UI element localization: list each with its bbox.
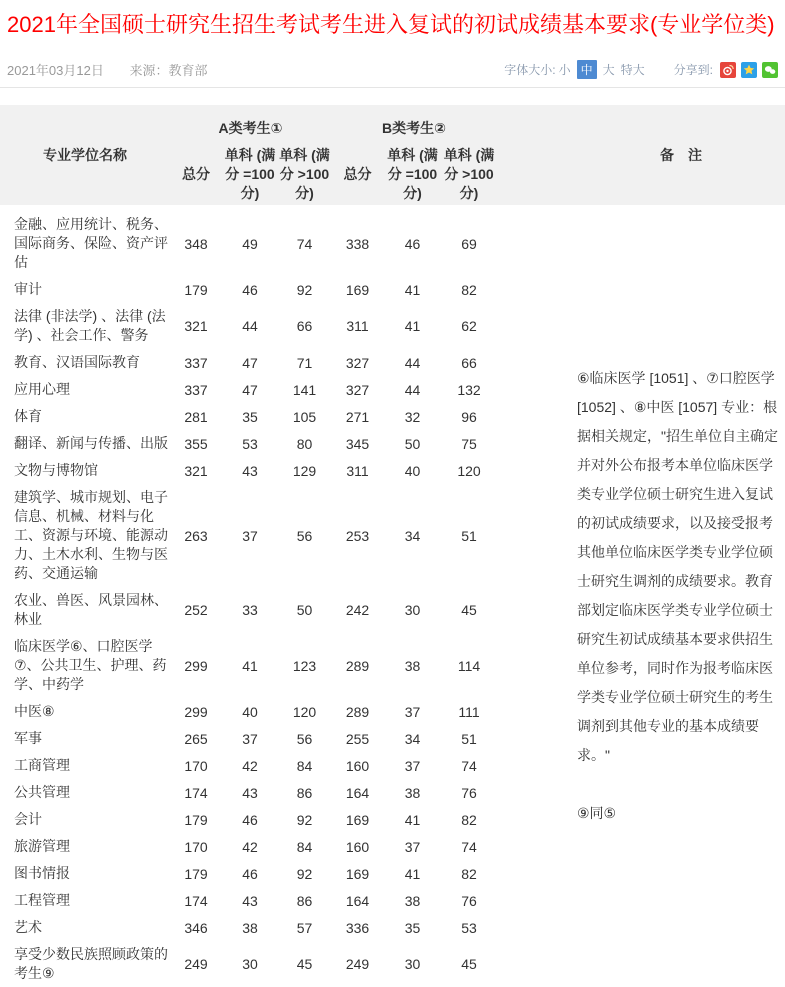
score-cell: 174 [184,892,208,909]
source-label: 来源： [129,63,169,78]
score-cell: 37 [242,730,258,747]
score-cell: 46 [242,865,258,882]
header-single100-a: 单科 (满分 =100 分) [224,147,276,201]
degree-name-cell: 农业、兽医、风景园林、林业 [14,592,168,627]
score-cell: 50 [296,602,313,618]
score-cell: 255 [345,730,370,747]
score-cell: 43 [242,784,258,801]
score-cell: 80 [296,435,313,452]
score-cell: 56 [296,527,313,544]
score-cell: 57 [296,919,313,936]
score-cell: 179 [184,811,208,828]
score-cell: 169 [345,281,370,298]
font-size-label: 字体大小: [504,63,556,77]
score-cell: 348 [184,235,208,252]
header-group-a [170,105,331,205]
score-cell: 169 [345,865,370,882]
score-cell: 30 [404,956,421,972]
table-header [0,105,785,205]
meta-info [7,60,208,79]
score-cell: 62 [461,318,477,334]
degree-name-cell: 公共管理 [14,784,70,800]
degree-name-cell: 应用心理 [14,381,70,397]
score-cell: 41 [404,865,421,882]
score-cell: 346 [184,919,208,936]
remark-cell [497,205,785,987]
score-cell: 66 [461,354,477,371]
score-cell: 53 [242,435,258,452]
degree-name-cell: 中医⑧ [14,703,55,719]
score-cell: 164 [345,892,370,909]
source-value: 教育部 [168,63,208,78]
share-label: 分享到: [673,63,713,77]
score-cell: 123 [292,657,317,674]
page-title: 2021年全国硕士研究生招生考试考生进入复试的初试成绩基本要求(专业学位类) [7,12,775,37]
score-cell: 170 [184,757,208,774]
score-cell: 120 [292,703,317,720]
score-cell: 289 [345,703,370,720]
remark-paragraph: ⑥临床医学 [1051] 、⑦口腔医学 [1052] 、⑧中医 [1057] 专业：根据相关规定，"招生单位自主确定并对外公布报考本单位临床医学类专业学位硕士研究生进入复试的初试成绩要求，以及接受报考其他单位临床医学类专业学位硕士研究生调剂的成绩要求。教育部划定临床医学类专业学位硕士研究生初试成绩基本要求供招生单位参考，同时作为报考临床医学类专业学位硕士研究生的考生调剂到其他专业的基本成绩要求。" [577,370,778,763]
score-cell: 327 [345,354,370,371]
font-size-small[interactable]: 小 [558,63,571,77]
score-cell: 311 [346,462,369,479]
degree-name-cell: 翻译、新闻与传播、出版 [14,435,168,451]
score-cell: 179 [184,865,208,882]
table-body [0,205,785,987]
meta-bar [7,60,778,79]
score-cell: 34 [404,730,421,747]
header-single100-b: 单科 (满分 =100 分) [387,147,438,201]
score-cell: 50 [404,435,421,452]
degree-name-cell: 享受少数民族照顾政策的考生⑨ [14,946,168,981]
score-cell: 160 [345,838,370,855]
header-total-b: 总分 [343,166,372,182]
score-cell: 42 [242,838,258,855]
score-cell: 45 [296,956,313,972]
degree-name-cell: 艺术 [14,919,42,935]
score-cell: 45 [461,956,477,972]
score-cell: 30 [242,956,258,972]
score-cell: 179 [184,281,208,298]
wechat-share-icon[interactable] [762,62,778,78]
score-cell: 38 [404,892,421,909]
score-cell: 41 [404,318,421,334]
article-page [0,9,785,987]
font-size-large[interactable]: 大 [602,63,615,77]
score-cell: 92 [296,811,313,828]
score-cell: 75 [461,435,477,452]
score-cell: 289 [345,657,370,674]
score-cell: 69 [461,235,477,252]
score-cell: 47 [242,354,258,371]
score-cell: 51 [461,527,477,544]
score-cell: 132 [457,381,481,398]
score-cell: 37 [404,757,421,774]
score-cell: 92 [296,865,313,882]
header-total-a: 总分 [182,166,210,182]
score-cell: 38 [404,784,421,801]
degree-name-cell: 审计 [14,281,42,297]
score-cell: 74 [296,235,313,252]
score-cell: 35 [242,408,258,425]
score-cell: 311 [346,318,369,334]
remark-note: ⑨同⑤ [577,805,617,821]
score-cell: 105 [292,408,317,425]
score-cell: 74 [461,757,477,774]
score-cell: 37 [404,838,421,855]
header-singlegt100-a: 单科 (满分 >100 分) [279,147,330,201]
score-cell: 45 [461,602,477,618]
header-group-b [331,105,497,205]
score-cell: 40 [242,703,258,720]
degree-name-cell: 军事 [14,730,42,746]
score-cell: 169 [345,811,370,828]
score-cell: 92 [296,281,313,298]
score-cell: 84 [296,838,313,855]
font-size-medium[interactable]: 中 [577,60,597,79]
score-cell: 66 [296,318,313,334]
score-cell: 32 [404,408,421,425]
score-cell: 96 [461,408,477,425]
score-cell: 71 [296,354,313,371]
score-cell: 174 [184,784,208,801]
page-tools [504,60,778,79]
score-cell: 252 [184,602,208,618]
score-cell: 30 [404,602,421,618]
score-cell: 43 [242,462,258,479]
weibo-share-icon[interactable] [720,62,736,78]
score-cell: 299 [184,657,208,674]
score-cell: 141 [292,381,317,398]
degree-name-cell: 工商管理 [14,757,70,773]
degree-name-cell: 金融、应用统计、税务、国际商务、保险、资产评估 [14,216,168,270]
group-a-label: A类考生① [218,120,283,136]
header-remark: 备 注 [660,147,702,163]
score-cell: 53 [461,919,477,936]
score-cell: 84 [296,757,313,774]
score-cell: 33 [242,602,258,618]
degree-name-cell: 工程管理 [14,892,70,908]
score-cell: 120 [457,462,481,479]
score-cell: 41 [242,657,258,674]
score-cell: 160 [345,757,370,774]
degree-name-cell: 教育、汉语国际教育 [14,354,140,370]
score-cell: 249 [345,956,370,972]
divider [0,87,785,88]
score-cell: 56 [296,730,313,747]
score-cell: 338 [345,235,370,252]
score-cell: 42 [242,757,258,774]
score-cell: 337 [184,354,208,371]
score-cell: 37 [404,703,421,720]
score-cell: 271 [345,408,370,425]
score-cell: 327 [345,381,370,398]
score-cell: 76 [461,784,477,801]
score-cell: 86 [296,784,313,801]
degree-name-cell: 临床医学⑥、口腔医学⑦、公共卫生、护理、药学、中药学 [14,638,167,692]
score-cell: 337 [184,381,208,398]
score-cell: 82 [461,865,477,882]
score-cell: 41 [404,811,421,828]
qzone-share-icon[interactable] [741,62,757,78]
score-cell: 164 [345,784,370,801]
publish-date: 2021年03月12日 [7,63,104,78]
score-cell: 76 [461,892,477,909]
score-cell: 299 [184,703,208,720]
score-cell: 281 [184,408,208,425]
header-degree-name: 专业学位名称 [43,147,127,163]
degree-name-cell: 法律 (非法学) 、法律 (法学) 、社会工作、警务 [14,308,166,343]
score-cell: 41 [404,281,421,298]
score-cell: 34 [404,527,421,544]
score-cell: 114 [457,657,481,674]
score-cell: 40 [404,462,421,479]
score-cell: 47 [242,381,258,398]
score-cell: 265 [184,730,208,747]
score-cell: 170 [184,838,208,855]
score-cell: 82 [461,281,477,298]
score-cell: 263 [184,527,208,544]
degree-name-cell: 图书情报 [14,865,70,881]
score-cell: 46 [242,281,258,298]
score-cell: 242 [345,602,370,618]
score-cell: 111 [458,703,480,720]
score-cell: 74 [461,838,477,855]
score-cell: 37 [242,527,258,544]
degree-name-cell: 建筑学、城市规划、电子信息、机械、材料与化工、资源与环境、能源动力、土木水利、生物与医药、交通运输 [14,489,168,581]
font-size-xlarge[interactable]: 特大 [620,63,645,77]
degree-name-cell: 文物与博物馆 [14,462,98,478]
score-cell: 355 [184,435,208,452]
score-cell: 253 [345,527,370,544]
score-cell: 321 [184,462,208,479]
score-cell: 43 [242,892,258,909]
degree-name-cell: 体育 [14,408,42,424]
score-cell: 46 [242,811,258,828]
score-cell: 86 [296,892,313,909]
score-cell: 129 [292,462,317,479]
score-cell: 38 [242,919,258,936]
score-cell: 321 [184,318,208,334]
score-cell: 82 [461,811,477,828]
score-cell: 51 [461,730,477,747]
score-cell: 35 [404,919,421,936]
score-cell: 46 [404,235,421,252]
score-cell: 249 [184,956,208,972]
score-table [0,105,785,987]
header-singlegt100-b: 单科 (满分 >100 分) [443,147,495,201]
score-cell: 44 [242,318,258,334]
score-cell: 38 [404,657,421,674]
degree-name-cell: 旅游管理 [14,838,70,854]
score-cell: 44 [404,381,421,398]
score-cell: 49 [242,235,258,252]
score-cell: 44 [404,354,421,371]
group-b-label: B类考生② [382,120,446,136]
degree-name-cell: 会计 [14,811,42,827]
score-cell: 345 [345,435,370,452]
score-cell: 336 [345,919,370,936]
